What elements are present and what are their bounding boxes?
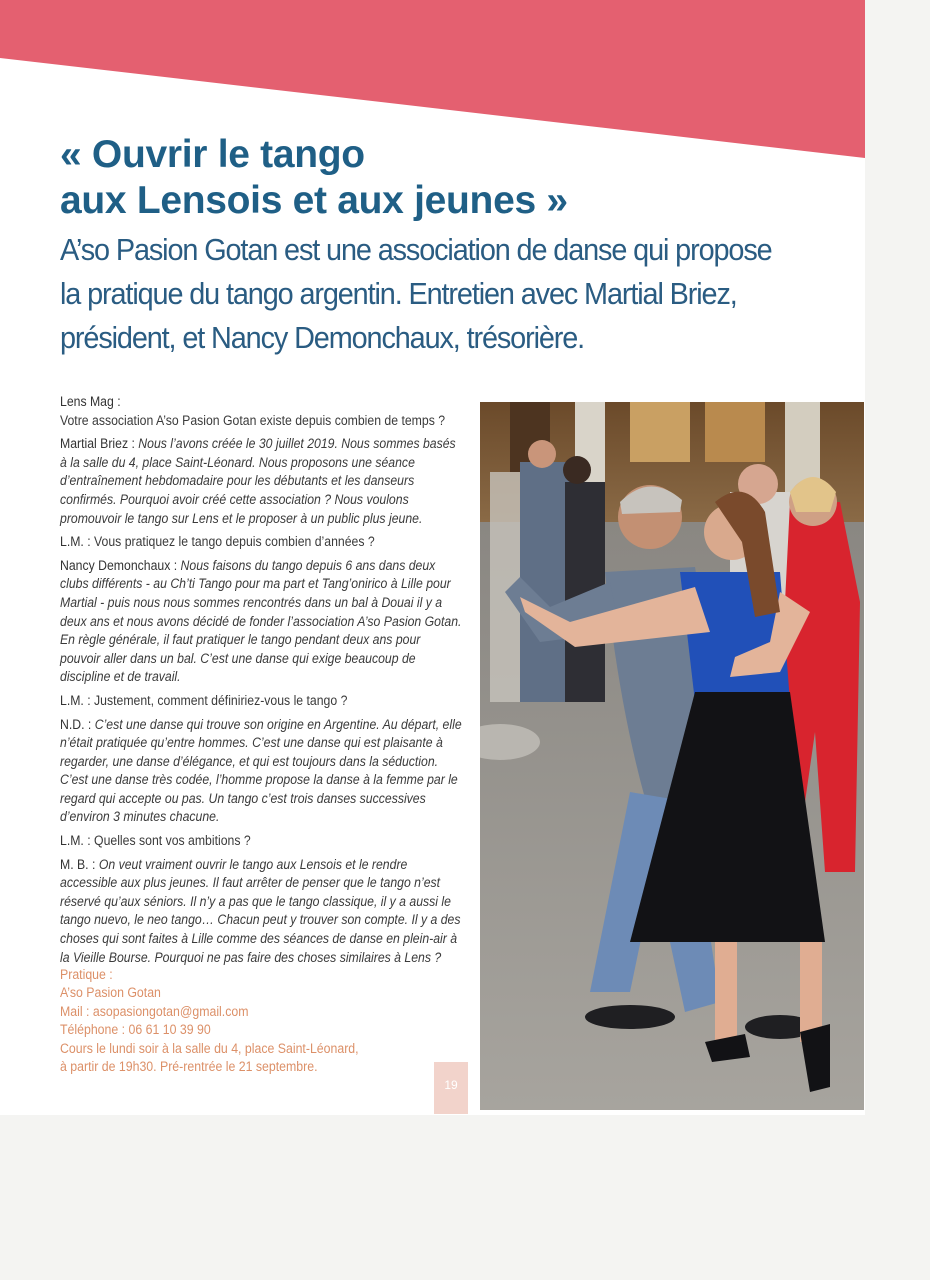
interview-speaker: Martial Briez : [60,436,139,452]
interview-paragraph [60,533,463,552]
photo-illustration [480,402,864,1110]
interview-paragraph [60,393,463,430]
practical-info [60,966,410,1076]
article-subtitle: A’so Pasion Gotan est une association de danse qui propose la pratique du tango argentin. Entretien avec Martial Briez, président, et Nancy Demonchaux, trésorière. [60,232,772,355]
practical-schedule: Cours le lundi soir à la salle du 4, place Saint-Léonard, [60,1040,359,1056]
interview-answer: C’est une danse qui trouve son origine en Argentine. Au départ, elle n’était pratiquée qu’entre hommes. C’est une danse qui est plaisante à regarder, une danse d’élégance, et qui est toujours dans la séduction. C’est une danse très codée, l’homme propose la danse à la femme par le regard qui accepte ou pas. Un tango c’est trois danses successives d’environ 3 minutes chacune. [60,716,462,825]
tango-dancers-photo [480,402,864,1110]
interview-question: Quelles sont vos ambitions ? [94,833,251,849]
practical-name: A’so Pasion Gotan [60,985,161,1001]
interview-question: Justement, comment définiriez-vous le tango ? [94,692,348,708]
interview-speaker: L.M. : [60,692,95,708]
interview-speaker: M. B. : [60,856,99,872]
interview-paragraph [60,856,463,968]
interview-speaker: N.D. : [60,716,95,732]
interview-paragraph [60,832,463,851]
interview-speaker: Lens Mag : [60,394,121,409]
practical-phone: Téléphone : 06 61 10 39 90 [60,1022,211,1038]
interview-speaker: L.M. : [60,534,95,550]
practical-start: à partir de 19h30. Pré-rentrée le 21 septembre. [60,1059,318,1075]
interview-paragraph [60,435,463,528]
title-line-2: aux Lensois et aux jeunes » [60,179,568,222]
interview-speaker: L.M. : [60,833,95,849]
interview-answer: Nous l’avons créée le 30 juillet 2019. Nous sommes basés à la salle du 4, place Saint-Léonard. Nous proposons une séance d’entraînement hebdomadaire pour les débutants et les danseurs confirmés. Pourquoi avoir créé cette association ? Nous voulons promouvoir le tango sur Lens et le proposer à un public plus jeune. [60,436,456,526]
practical-mail: Mail : asopasiongotan@gmail.com [60,1003,249,1019]
interview-paragraph [60,557,463,687]
interview-question: Votre association A’so Pasion Gotan existe depuis combien de temps ? [60,412,446,428]
interview-question: Vous pratiquez le tango depuis combien d’années ? [94,534,375,550]
interview-answer: On veut vraiment ouvrir le tango aux Lensois et le rendre accessible aux plus jeunes. Il faut arrêter de penser que le tango n’est réservé qu’aux séniors. Il n’y a pas que le tango classique, il y a aussi le tango nuevo, le neo tango… Chacun peut y trouver son compte. Il y a des choses qui sont faites à Lille comme des séances de danse en plein-air à la Vieille Bourse. Pourquoi ne pas faire des choses similaires à Lens ? [60,856,461,965]
interview-speaker: Nancy Demonchaux : [60,557,181,573]
interview-paragraph [60,692,463,711]
interview-answer: Nous faisons du tango depuis 6 ans dans deux clubs différents - au Ch’ti Tango pour ma part et Tang’onirico à Lille pour Martial - puis nous nous sommes rencontrés dans un bal à Douai il y a deux ans et nous avons décidé de fonder l’association A’so Pasion Gotan. En règle générale, il faut pratiquer le tango pendant deux ans pour pouvoir aller dans un bal. C’est une danse qui exige beaucoup de discipline et de travail. [60,557,462,685]
practical-heading: Pratique : [60,967,113,982]
title-line-1: « Ouvrir le tango [60,133,365,176]
page-number: 19 [444,1078,458,1092]
interview-text [60,393,463,972]
article-title [60,132,820,224]
page-number-tab [434,1062,468,1114]
interview-paragraph [60,716,463,828]
